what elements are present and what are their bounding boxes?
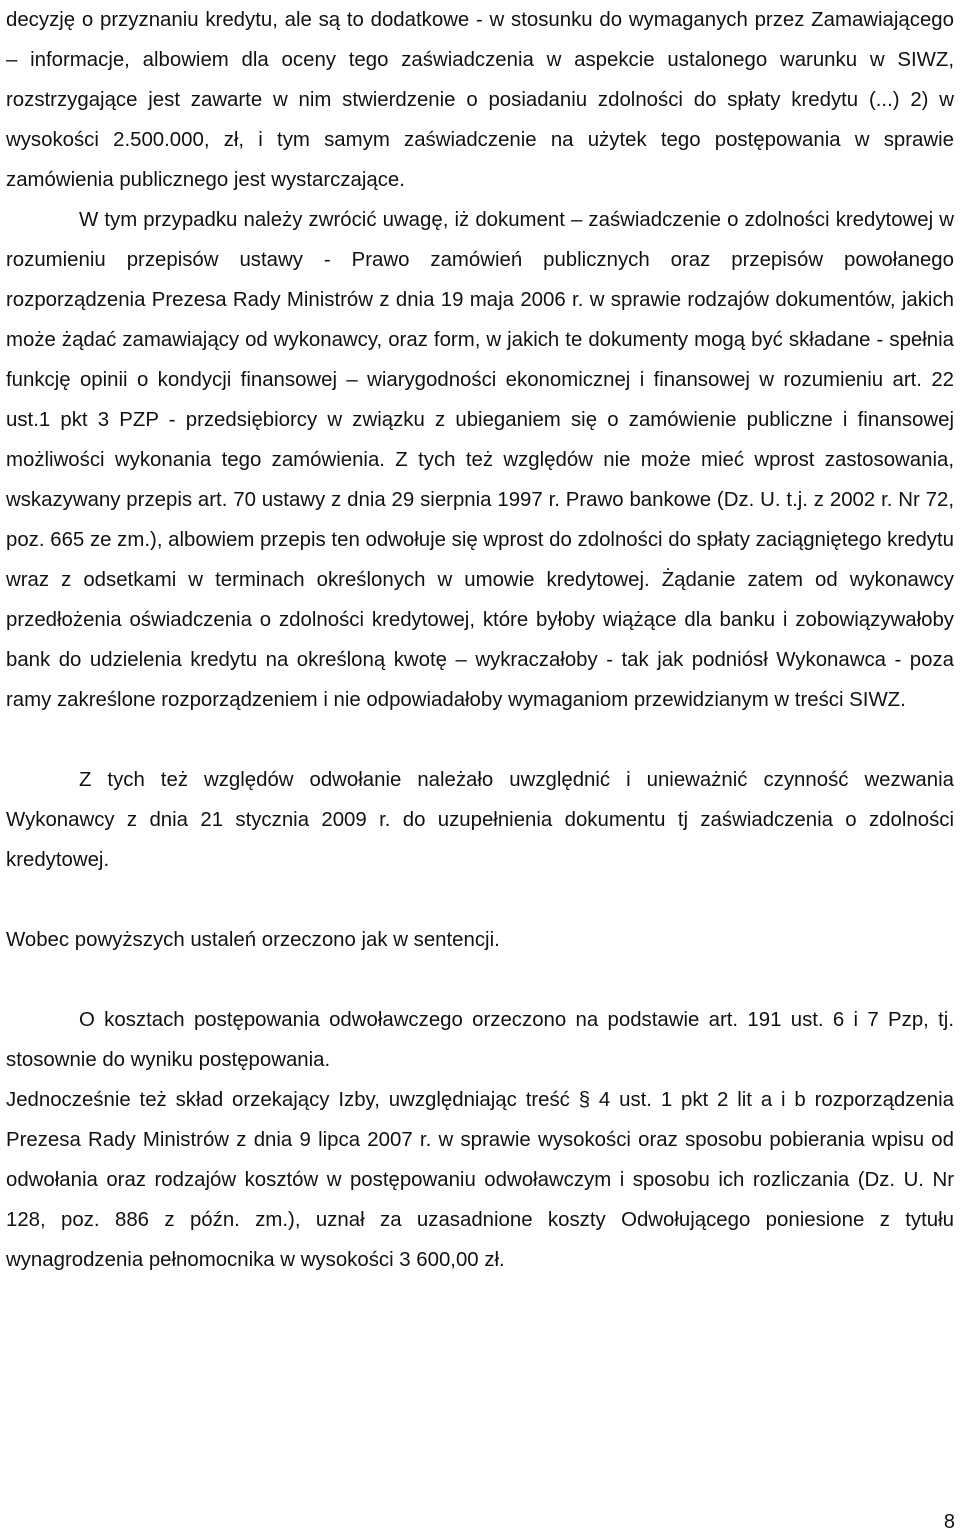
paragraph-1: decyzję o przyznaniu kredytu, ale są to dodatkowe - w stosunku do wymaganych przez Zamawiającego – informacje, albowiem dla oceny tego zaświadczenia w aspekcie ustalonego warunku w SIWZ, rozstrzygające jest zawarte w nim stwierdzenie o posiadaniu zdolności do spłaty kredytu (...) 2) w wysokości 2.500.000, zł, i tym samym zaświadczenie na użytek tego postępowania w sprawie zamówienia publicznego jest wystarczające. (6, 9, 954, 191)
page-number: 8 (943, 1511, 955, 1533)
paragraph-6: Jednocześnie też skład orzekający Izby, uwzględniając treść § 4 ust. 1 pkt 2 lit a i b rozporządzenia Prezesa Rady Ministrów z dnia 9 lipca 2007 r. w sprawie wysokości oraz sposobu pobierania wpisu od odwołania oraz rodzajów kosztów w postępowaniu odwoławczym i sposobu ich rozliczania (Dz. U. Nr 128, poz. 886 z późn. zm.), uznał za uzasadnione koszty Odwołującego poniesione z tytułu wynagrodzenia pełnomocnika w wysokości 3 600,00 zł. (6, 1089, 954, 1271)
paragraph-2: W tym przypadku należy zwrócić uwagę, iż dokument – zaświadczenie o zdolności kredytowej w rozumieniu przepisów ustawy - Prawo zamówień publicznych oraz przepisów powołanego rozporządzenia Prezesa Rady Ministrów z dnia 19 maja 2006 r. w sprawie rodzajów dokumentów, jakich może żądać zamawiający od wykonawcy, oraz form, w jakich te dokumenty mogą być składane - spełnia funkcję opinii o kondycji finansowej – wiarygodności ekonomicznej i finansowej w rozumieniu art. 22 ust.1 pkt 3 PZP - przedsiębiorcy w związku z ubieganiem się o zamówienie publiczne i finansowej możliwości wykonania tego zamówienia. Z tych też względów nie może mieć wprost zastosowania, wskazywany przepis art. 70 ustawy z dnia 29 sierpnia 1997 r. Prawo bankowe (Dz. U. t.j. z 2002 r. Nr 72, poz. 665 ze zm.), albowiem przepis ten odwołuje się wprost do zdolności do spłaty zaciągniętego kredytu wraz z odsetkami w terminach określonych w umowie kredytowej. Żądanie zatem od wykonawcy przedłożenia oświadczenia o zdolności kredytowej, które byłoby wiążące dla banku i zobowiązywałoby bank do udzielenia kredytu na określoną kwotę – wykraczałoby - tak jak podniósł Wykonawca - poza ramy zakreślone rozporządzeniem i nie odpowiadałoby wymaganiom przewidzianym w treści SIWZ. (6, 209, 954, 711)
document-page (6, 0, 954, 1280)
paragraph-5: O kosztach postępowania odwoławczego orzeczono na podstawie art. 191 ust. 6 i 7 Pzp, tj. stosownie do wyniku postępowania. (6, 1009, 954, 1071)
paragraph-3: Z tych też względów odwołanie należało uwzględnić i unieważnić czynność wezwania Wykonawcy z dnia 21 stycznia 2009 r. do uzupełnienia dokumentu tj zaświadczenia o zdolności kredytowej. (6, 769, 954, 871)
paragraph-4: Wobec powyższych ustaleń orzeczono jak w sentencji. (6, 929, 500, 951)
